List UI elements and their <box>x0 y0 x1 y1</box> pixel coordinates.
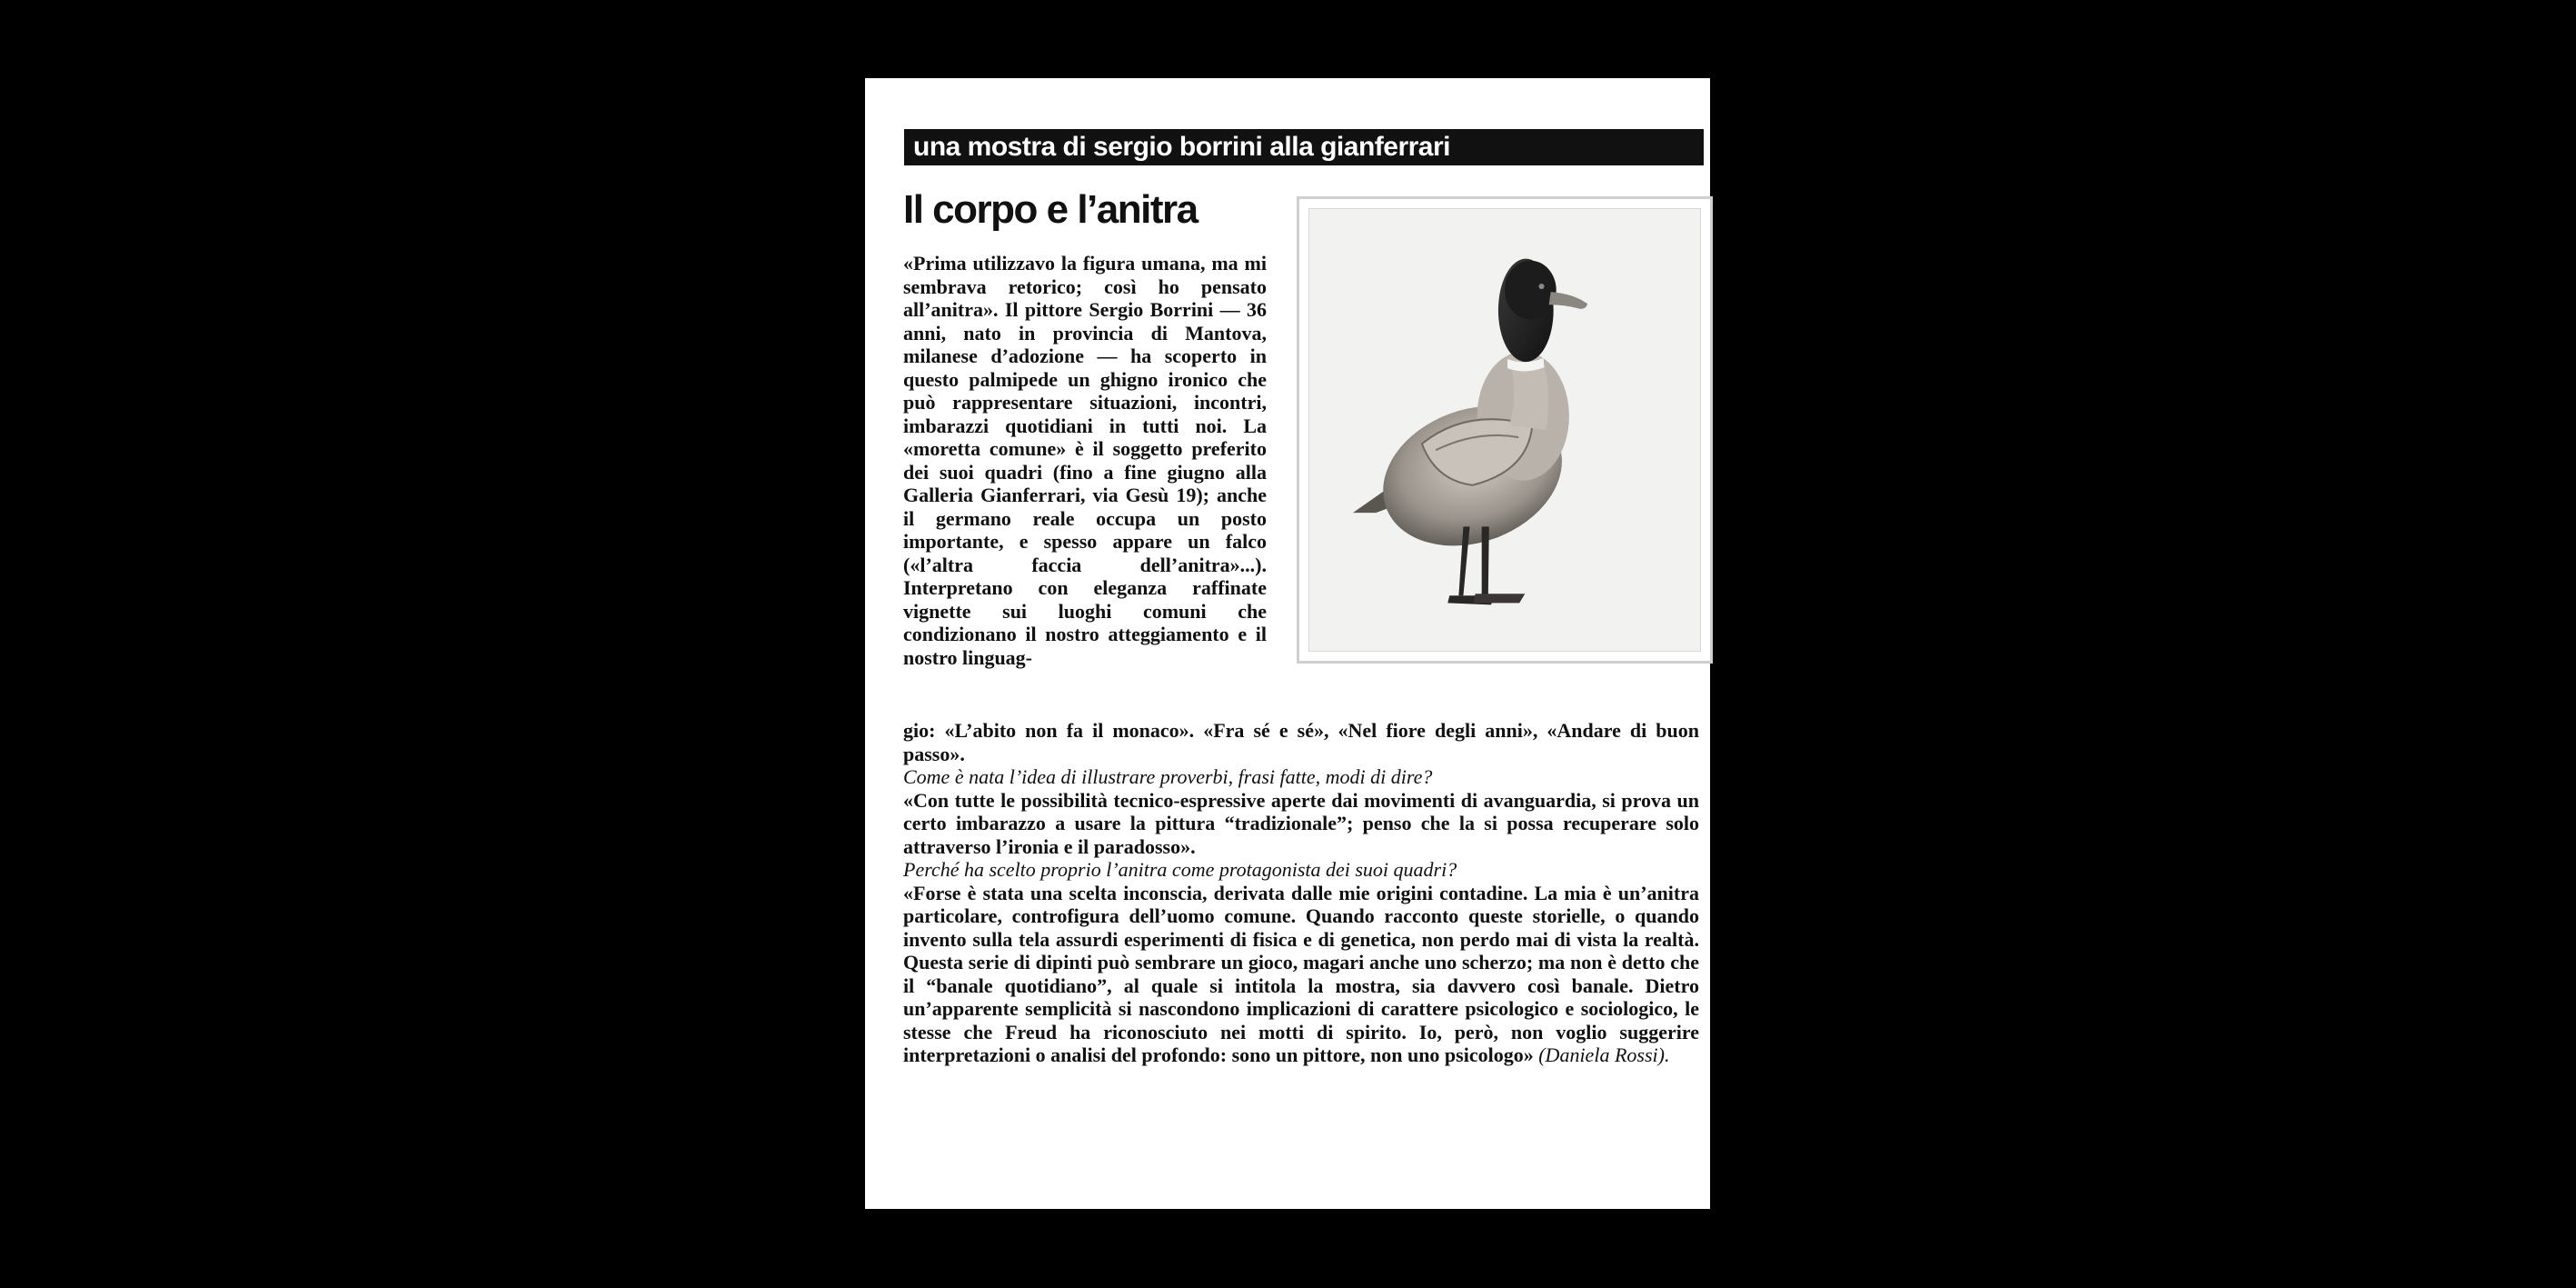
interview-body <box>903 719 1699 1067</box>
kicker-banner: una mostra di sergio borrini alla gianferrari <box>904 129 1704 165</box>
question-2: Perché ha scelto proprio l’anitra come protagonista dei suoi quadri? <box>903 858 1457 881</box>
answer-2-text: «Forse è stata una scelta inconscia, derivata dalle mie origini contadine. La mia è un’anitra particolare, controfigura dell’uomo comune. Quando racconto queste storielle, o quando invento sulla tela assurdi esperimenti di fisica e di genetica, non perdo mai di vista la realtà. Questa serie di dipinti può sembrare un gioco, magari anche uno scherzo; ma non è detto che il “banale quotidiano”, al quale si intitola la mostra, sia davvero così banale. Dietro un’apparente semplicità si nascondono implicazioni di carattere psicologico e sociologico, le stesse che Freud ha riconosciuto nei motti di spirito. Io, però, non voglio suggerire interpretazioni o analisi del profondo: sono un pittore, non uno psicologo» <box>903 881 1699 1066</box>
duck-painting-photo <box>1297 196 1713 664</box>
byline: (Daniela Rossi). <box>1538 1043 1670 1066</box>
question-1: Come è nata l’idea di illustrare proverbi, frasi fatte, modi di dire? <box>903 765 1433 788</box>
article-title: Il corpo e l’anitra <box>903 187 1198 232</box>
intro-continuation: gio: «L’abito non fa il monaco». «Fra sé e sé», «Nel fiore degli anni», «Andare di buon passo». <box>903 719 1699 765</box>
answer-1: «Con tutte le possibilità tecnico-espressive aperte dai movimenti di avanguardia, si prova un certo imbarazzo a usare la pittura “tradizionale”; penso che la si possa recuperare solo attraverso l’ironia e il paradosso». <box>903 788 1699 858</box>
intro-column: «Prima utilizzavo la figura umana, ma mi sembrava retorico; così ho pensato all’anitra». Il pittore Sergio Borrini — 36 anni, nato in provincia di Mantova, milanese d’adozione — ha scoperto in questo palmipede un ghigno ironico che può rappresentare situazioni, incontri, imbarazzi quotidiani in tutti noi. La «moretta comune» è il soggetto preferito dei suoi quadri (fino a fine giugno alla Galleria Gianferrari, via Gesù 19); anche il germano reale occupa un posto importante, e spesso appare un falco («l’altra faccia dell’anitra»...). Interpretano con eleganza raffinate vignette sui luoghi comuni che condizionano il nostro atteggiamento e il nostro linguag- <box>903 252 1267 669</box>
newspaper-clipping <box>865 78 1710 1209</box>
duck-illustration <box>1309 209 1700 651</box>
answer-2 <box>903 882 1699 1067</box>
photo-frame <box>1308 208 1701 652</box>
